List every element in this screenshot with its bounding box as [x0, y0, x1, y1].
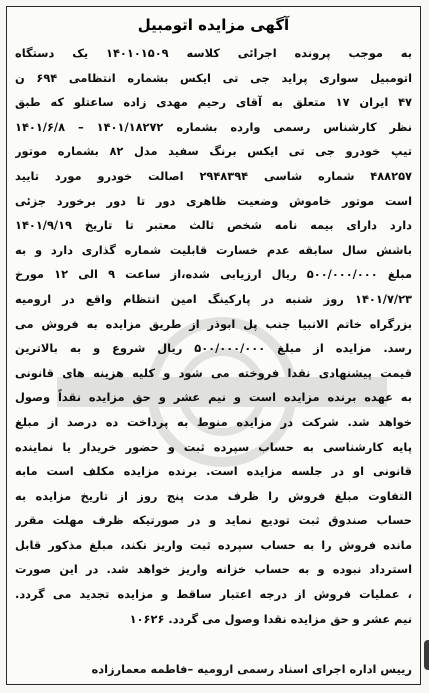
- notice-line: دارد دارای بیمه نامه شخص ثالث معتبر تا تاریخ ۱۴۰۱/۹/۱۹: [15, 218, 412, 233]
- notice-line: قانونی او در جلسه مزایده است. برنده مزایده مکلف است مابه: [15, 464, 412, 479]
- notice-line: رسد. مزایده از مبلغ ۵۰۰/۰۰۰/۰۰۰ ریال شروع و به بالاترین: [15, 341, 412, 356]
- notice-line: است موتور خاموش وضعیت ظاهری دور تا دور برخورد جزئی: [15, 193, 412, 208]
- notice-line: حساب صندوق ثبت تودیع نماید و در صورتیکه ظرف مهلت مقرر: [15, 513, 412, 528]
- notice-line: به عهده برنده مزایده است و نیم عشر و حق مزایده نقداً وصول: [15, 390, 412, 405]
- notice-frame: [6, 6, 421, 685]
- notice-body: [15, 41, 412, 631]
- notice-line: استرداد نبوده و به حساب خزانه واریز خواهد شد. در این صورت: [15, 562, 412, 577]
- notice-line: خواهد شد. شرکت در مزایده منوط به پرداخت ده درصد از مبلغ: [15, 414, 412, 429]
- notice-line: اتومبیل سواری پراید جی تی ایکس بشماره انتظامی ۶۹۴ ن: [15, 70, 412, 85]
- notice-line: ۱۴۰۱/۷/۲۳ روز شنبه در پارکینگ امین انتظام واقع در ارومیه: [15, 291, 412, 306]
- notice-line: تیپ خودرو جی تی ایکس برنگ سفید مدل ۸۲ بشماره موتور: [15, 144, 412, 159]
- notice-line: نظر کارشناس رسمی وارده بشماره ۱۴۰۱/۱۸۲۷۲ – ۱۴۰۱/۶/۸: [15, 119, 412, 134]
- notice-line: ، عملیات فروش از درجه اعتبار ساقط و مزایده تجدید می گردد.: [15, 587, 412, 602]
- notice-line: ۴۷ ایران ۱۷ متعلق به آقای رحیم مهدی زاده ساعتلو که طبق: [15, 95, 412, 110]
- notice-line: پایه کارشناسی به حساب سپرده ثبت و حضور خریدار یا نماینده: [15, 439, 412, 454]
- notice-line: نیم عشر و حق مزایده نقدا وصول می گردد. ۱۰۶۲۶: [129, 611, 412, 626]
- notice-line: مبلغ ۵۰۰/۰۰۰/۰۰۰ ریال ارزیابی شده،از ساعت ۹ الی ۱۲ مورخ: [15, 267, 412, 282]
- notice-line: باشش سال سابقه عدم خسارت قابلیت شماره گذاری دارد و به: [15, 242, 412, 257]
- notice-line: مانده فروش را به حساب سپرده ثبت واریز نکند، مبلغ مذکور قابل: [15, 537, 412, 552]
- notice-line: به موجب پرونده اجرائی کلاسه ۱۴۰۱۰۱۵۰۹ یک دستگاه: [15, 46, 412, 60]
- notice-line: بزرگراه خاتم الانبیا جنب پل ابوذر از طریق مزایده به فروش می: [15, 316, 412, 331]
- notice-line: التفاوت مبلغ فروش را ظرف مدت پنج روز از تاریخ مزایده به: [15, 488, 412, 503]
- page-edge-mark: [424, 640, 429, 670]
- notice-line: ۴۸۸۲۵۷ شماره شاسی ۲۹۴۸۳۹۴ اصالت خودرو مورد تایید: [15, 168, 412, 183]
- notice-signature: رییس اداره اجرای اسناد رسمی ارومیه –فاطمه معمارزاده: [91, 662, 412, 676]
- notice-line: قیمت پیشنهادی نقدا فروخته می شود و کلیه هزینه های قانونی: [15, 365, 412, 380]
- notice-title: آگهی مزایده اتومبیل: [137, 16, 290, 34]
